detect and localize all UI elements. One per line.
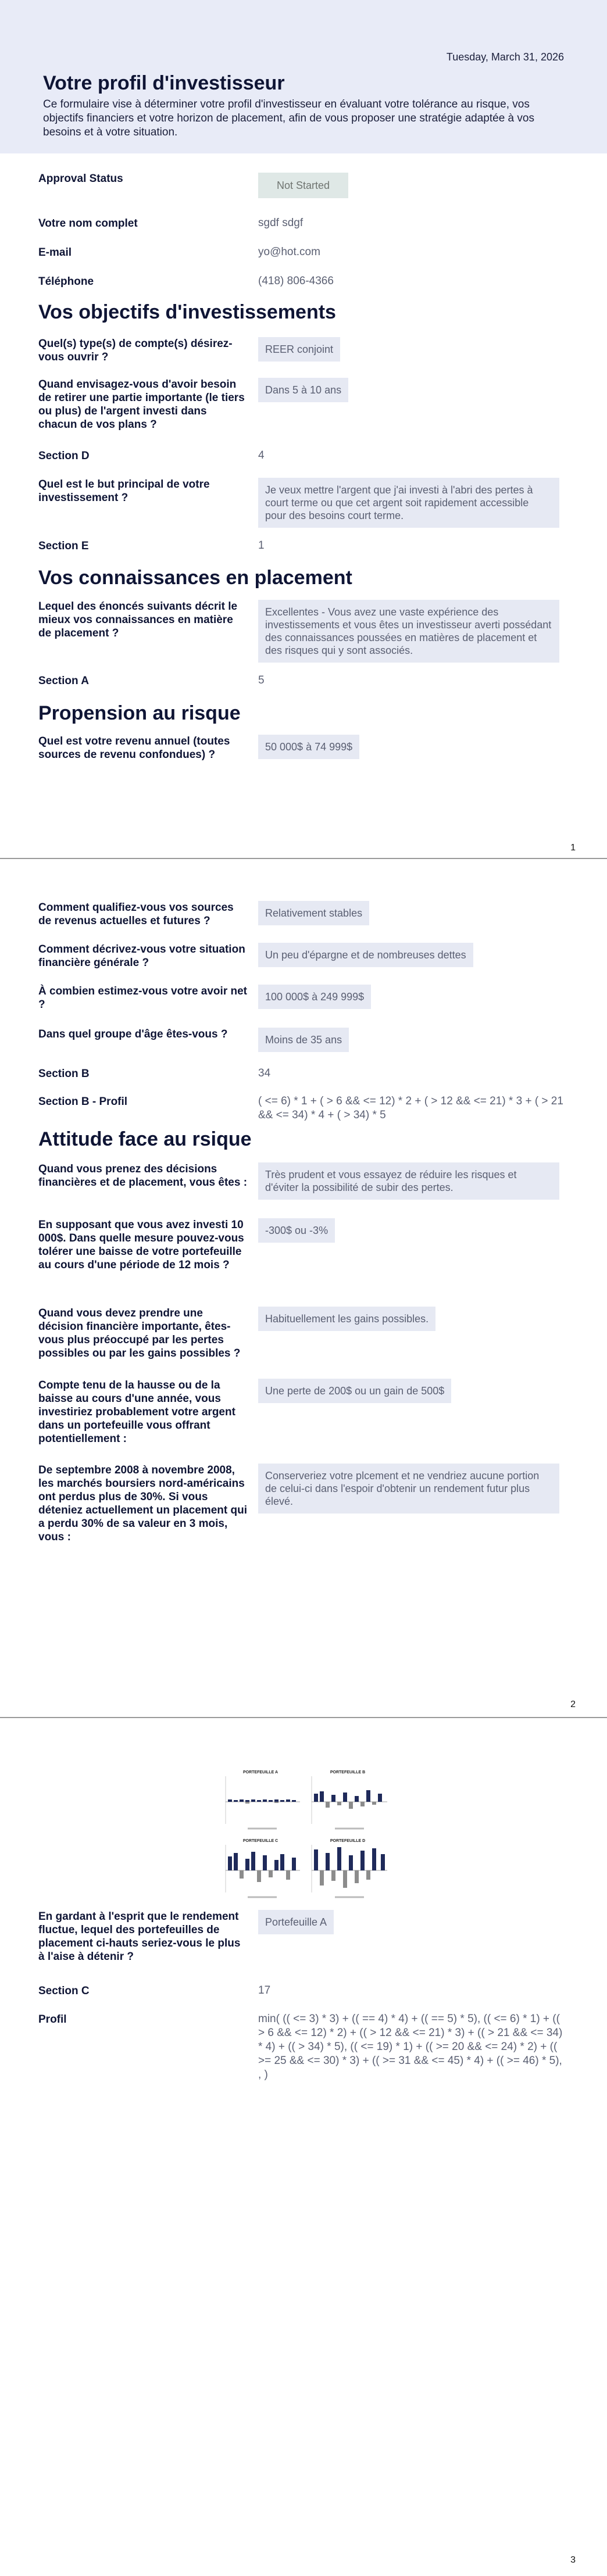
portfolio-c-chart [226,1839,300,1897]
decision-style-value: Très prudent et vous essayez de réduire les risques et d'éviter la possibilité de subir des pertes. [258,1162,559,1200]
account-type-value: REER conjoint [258,337,340,362]
approval-status-badge: Not Started [258,173,348,198]
page-number: 3 [570,2555,576,2565]
section-d-value: 4 [258,449,265,461]
withdrawal-horizon-value: Dans 5 à 10 ans [258,378,348,402]
profile-label: Profil [38,2013,67,2026]
portfolio-d-title: PORTEFEUILLE D [330,1839,366,1843]
income-stability-value: Relativement stables [258,901,369,925]
section-e-label: Section E [38,540,89,552]
financial-situation-value: Un peu d'épargne et de nombreuses dettes [258,943,473,967]
investment-goal-label: Quel est le but principal de votre investissement ? [38,478,210,504]
section-d-label: Section D [38,450,90,462]
section-heading-attitude: Attitude face au rsique [38,1128,252,1150]
page-number: 2 [570,1700,576,1709]
account-type-label: Quel(s) type(s) de compte(s) désirez-vous ouvrir ? [38,338,233,363]
portfolio-d-chart [312,1839,387,1897]
portfolio-a-chart [226,1770,300,1829]
drop-tolerance-value: -300$ ou -3% [258,1218,335,1243]
section-c-label: Section C [38,1985,90,1997]
net-worth-value: 100 000$ à 249 999$ [258,985,371,1009]
gains-vs-losses-value: Habituellement les gains possibles. [258,1307,435,1331]
page-2 [0,859,607,1717]
form-intro: Ce formulaire vise à déterminer votre profil d'investisseur en évaluant votre tolérance au risque, vos objectifs financiers et votre horizon de placement, afin de vous proposer une stratégie adaptée à vos besoins et à votre situation. [43,98,534,138]
section-b-profile-formula: ( <= 6) * 1 + ( > 6 && <= 12) * 2 + ( > 12 && <= 21) * 3 + ( > 21 && <= 34) * 4 + ( > 34) * 5 [258,1095,563,1121]
knowledge-value: Excellentes - Vous avez une vaste expérience des investissements et vous êtes un investisseur averti possédant des connaissances poussées en matières de placement et des risques qui y sont associés. [258,600,559,663]
portfolio-b-chart [312,1770,387,1829]
market-crash-value: Conserveriez votre plcement et ne vendriez aucune portion de celui-ci dans l'espoir d'obtenir un rendement futur plus élevé. [258,1464,559,1514]
section-heading-objectives: Vos objectifs d'investissements [38,301,336,323]
email-value: yo@hot.com [258,246,320,258]
page-3 [0,1718,607,2576]
one-year-range-value: Une perte de 200$ ou un gain de 500$ [258,1379,451,1403]
withdrawal-horizon-label: Quand envisagez-vous d'avoir besoin de retirer une partie importante (le tiers ou plus) de l'argent investi dans chacun de vos plans ? [38,378,245,431]
page-number: 1 [570,843,576,853]
age-group-label: Dans quel groupe d'âge êtes-vous ? [38,1028,228,1040]
phone-value: (418) 806-4366 [258,275,334,287]
annual-income-value: 50 000$ à 74 999$ [258,735,359,759]
section-b-value: 34 [258,1067,271,1079]
portfolio-b-title: PORTEFEUILLE B [330,1770,366,1774]
portfolio-a-title: PORTEFEUILLE A [242,1770,278,1774]
portfolio-comparison-figure [219,1768,390,1903]
page-1 [0,0,607,858]
market-crash-label: De septembre 2008 à novembre 2008, les marchés boursiers nord-américains ont perdus plus de 30%. Si vous déteniez actuellement un placement qui a perdu 30% de sa valeur en 3 mois, vous : [38,1464,247,1543]
section-e-value: 1 [258,539,265,552]
section-b-profile-label: Section B - Profil [38,1096,128,1108]
drop-tolerance-label: En supposant que vous avez investi 10 000$. Dans quelle mesure pouvez-vous tolérer une baisse de votre portefeuille au cours d'une période de 12 mois ? [38,1219,244,1271]
financial-situation-label: Comment décrivez-vous votre situation financière générale ? [38,943,245,969]
one-year-range-label: Compte tenu de la hausse ou de la baisse au cours d'une année, vous investiriez probablement votre argent dans un portefeuille vous offrant potentiellement : [38,1379,235,1445]
section-a-label: Section A [38,675,89,687]
section-heading-risk: Propension au risque [38,702,241,724]
full-name-label: Votre nom complet [38,217,138,230]
full-name-value: sgdf sdgf [258,217,304,229]
age-group-value: Moins de 35 ans [258,1028,349,1052]
portfolio-choice-value: Portefeuille A [258,1910,334,1934]
knowledge-label: Lequel des énoncés suivants décrit le mieux vos connaissances en matière de placement ? [38,600,238,639]
phone-label: Téléphone [38,276,94,288]
investment-goal-value: Je veux mettre l'argent que j'ai investi à l'abri des pertes à court terme ou que cet argent soit rapidement accessible pour des besoins court terme. [258,478,559,528]
income-stability-label: Comment qualifiez-vous vos sources de revenus actuelles et futures ? [38,901,234,927]
decision-style-label: Quand vous prenez des décisions financières et de placement, vous êtes : [38,1163,248,1189]
document-date: Tuesday, March 31, 2026 [446,51,564,63]
annual-income-label: Quel est votre revenu annuel (toutes sources de revenu confondues) ? [38,735,230,761]
portfolio-choice-label: En gardant à l'esprit que le rendement fluctue, lequel des portefeuilles de placement ci-hauts seriez-vous le plus à l'aise à détenir ? [38,1910,241,1963]
section-c-value: 17 [258,1984,271,1997]
email-label: E-mail [38,246,72,259]
profile-formula: min( (( <= 3) * 3) + (( == 4) * 4) + (( == 5) * 5), (( <= 6) * 1) + (( > 6 && <= 12) * 2) + (( > 12 && <= 21) * 3) + (( > 21 && <= 34) * 4) + (( > 34) * 5), (( <= 19) * 1) + (( >= 20 && <= 24) * 2) + (( >= 25 && <= 30) * 3) + (( >= 31 && <= 45) * 4) + (( >= 46) * 5), , ) [258,2013,563,2081]
section-heading-knowledge: Vos connaissances en placement [38,567,352,589]
net-worth-label: À combien estimez-vous votre avoir net ? [38,985,247,1011]
section-b-label: Section B [38,1068,90,1080]
gains-vs-losses-label: Quand vous devez prendre une décision financière importante, êtes-vous plus préoccupé par les pertes possibles ou par les gains possibles ? [38,1307,241,1359]
page-title: Votre profil d'investisseur [43,72,285,94]
approval-status-label: Approval Status [38,173,123,185]
section-a-value: 5 [258,674,265,686]
portfolio-c-title: PORTEFEUILLE C [242,1839,278,1843]
